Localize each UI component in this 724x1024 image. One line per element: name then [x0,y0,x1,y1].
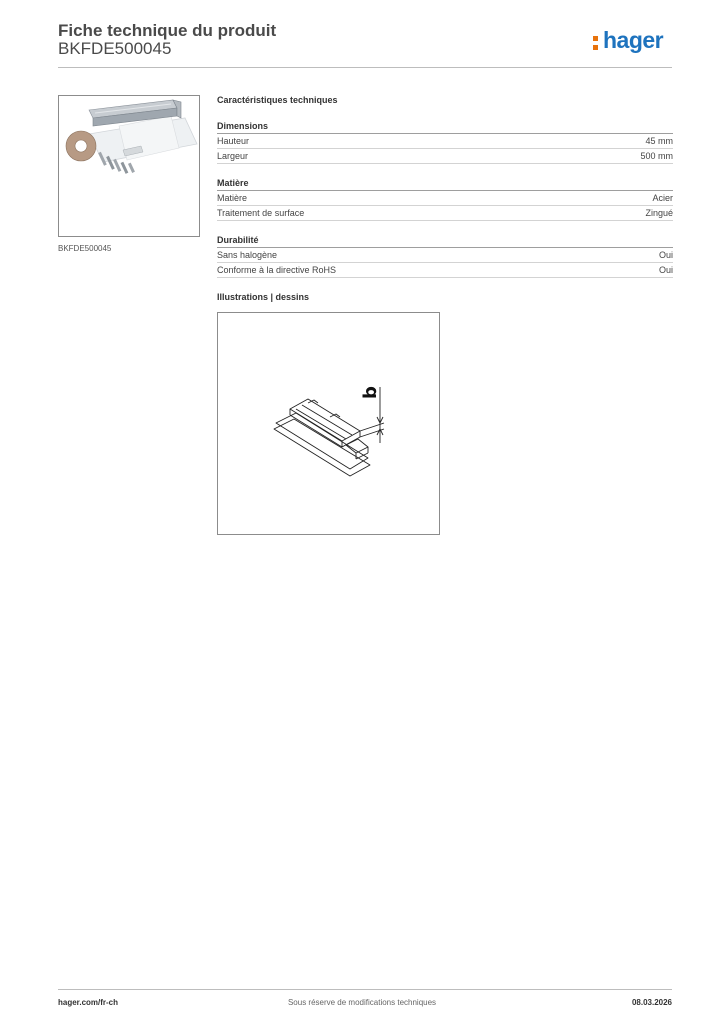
spec-group-durability [217,235,673,278]
spec-value: Acier [652,193,673,203]
spec-label: Sans halogène [217,250,278,260]
spec-group-dimensions [217,121,673,164]
illustrations-heading: Illustrations | dessins [217,292,310,302]
hager-logo [592,27,676,57]
spec-value: 500 mm [640,151,673,161]
spec-value: Zingué [645,208,673,218]
spec-value: Oui [658,250,673,260]
product-caption: BKFDE500045 [58,244,112,253]
spec-row [217,248,673,263]
page-title: Fiche technique du produit [58,21,277,40]
spec-value: Oui [658,265,673,275]
spec-row [217,149,673,164]
spec-row [217,191,673,206]
spec-group-material [217,178,673,221]
spec-row [217,134,673,149]
logo-text: hager [603,27,664,53]
spec-value: 45 mm [645,136,673,146]
footer-note: Sous réserve de modifications techniques [287,998,437,1007]
spec-group-title: Dimensions [217,121,673,134]
spec-label: Hauteur [217,136,250,146]
spec-row [217,263,673,278]
spec-label: Conforme à la directive RoHS [217,265,337,275]
spec-row [217,206,673,221]
logo-dot-icon [593,45,598,50]
dimension-label: b [360,386,381,399]
spec-label: Largeur [217,151,249,161]
header-divider [58,67,672,68]
specs-heading: Caractéristiques techniques [217,95,338,105]
footer-website: hager.com/fr-ch [58,998,119,1007]
illustration-frame [217,312,440,535]
spec-group-title: Durabilité [217,235,673,248]
technical-specs [217,95,673,292]
spec-label: Matière [217,193,248,203]
footer-date: 08.03.2026 [631,998,672,1007]
product-image [58,95,200,237]
spec-group-title: Matière [217,178,673,191]
logo-dot-icon [593,36,598,41]
spec-label: Traitement de surface [217,208,305,218]
technical-drawing-icon [218,313,439,534]
product-code: BKFDE500045 [58,39,172,58]
cable-duct-product-icon [59,96,199,236]
footer-divider [58,989,672,990]
